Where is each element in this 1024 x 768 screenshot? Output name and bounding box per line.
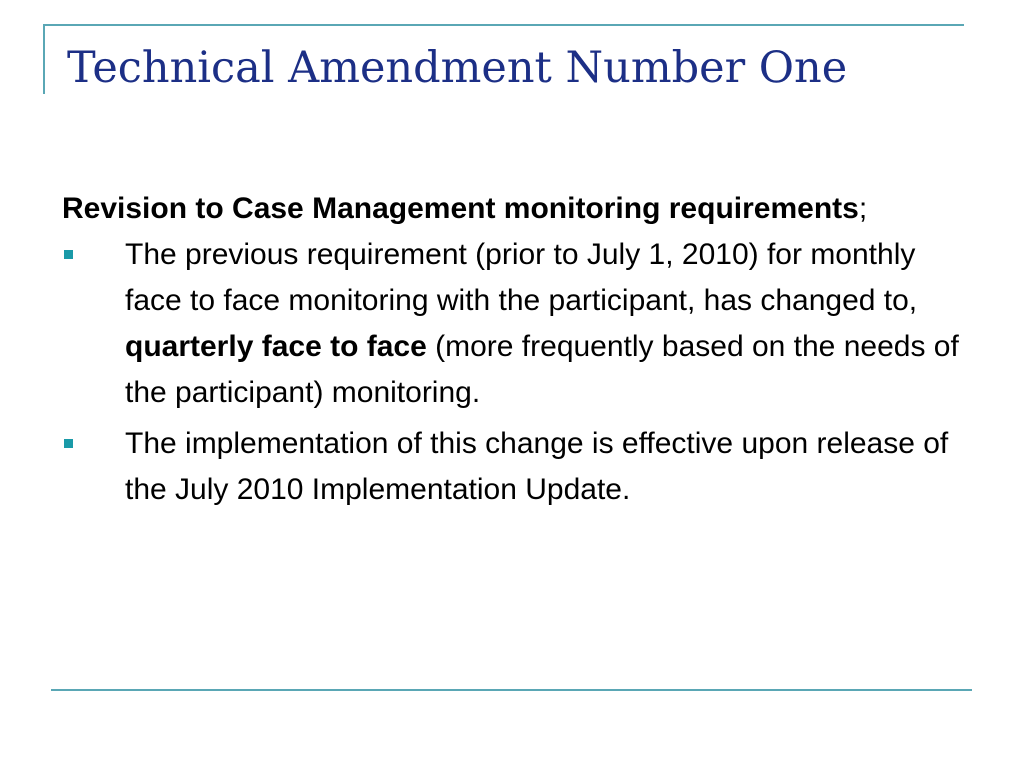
- slide-body: [62, 186, 972, 518]
- section-heading-tail: ;: [858, 192, 868, 225]
- bottom-divider-line: [51, 689, 972, 691]
- square-bullet-icon: [64, 250, 73, 259]
- bullet-text-part1: The previous requirement (prior to July 1, 2010) for monthly face to face monitoring with the participant, has changed to,: [125, 238, 918, 317]
- bullet-list: [62, 232, 972, 513]
- square-bullet-icon: [64, 439, 73, 448]
- bullet-item-previous-requirement: [62, 232, 972, 416]
- frame-left-line: [43, 24, 45, 94]
- section-heading-bold: Revision to Case Management monitoring requirements: [62, 192, 859, 225]
- bullet-text-part2: (more frequently based on the needs of the participant) monitoring.: [125, 330, 959, 409]
- frame-top-line: [43, 24, 964, 26]
- bullet-text-bold: quarterly face to face: [125, 330, 427, 363]
- section-heading: [62, 186, 972, 232]
- bullet-item-implementation: [62, 421, 972, 513]
- bullet-text: The implementation of this change is effective upon release of the July 2010 Implementation Update.: [125, 427, 949, 506]
- slide-title: Technical Amendment Number One: [67, 43, 848, 93]
